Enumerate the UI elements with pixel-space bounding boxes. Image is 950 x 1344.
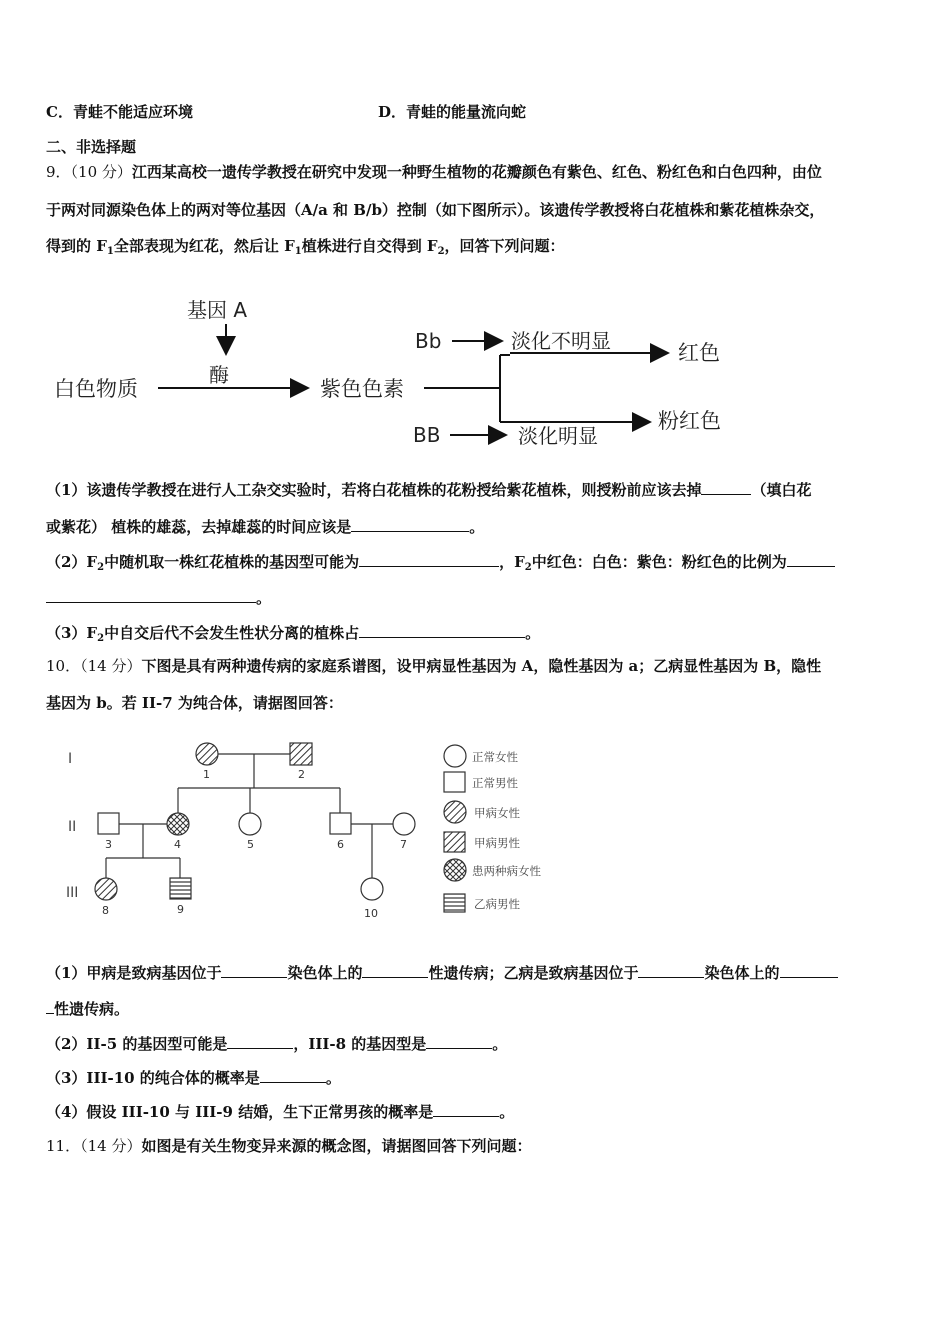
legend-normal-male: 正常男性 — [472, 776, 518, 790]
q9-number: 9． — [46, 163, 71, 181]
q9-stem-line1: 9．（10 分）江西某高校一遗传学教授在研究中发现一种野生植物的花瓣颜色有紫色、红色、粉红色和白色四种，由位 — [46, 163, 822, 181]
pedigree-ii3 — [98, 813, 119, 834]
pedigree-iii8 — [95, 878, 117, 900]
legend-disease-a-female: 甲病女性 — [474, 806, 520, 820]
legend-disease-b-male-icon — [444, 894, 465, 912]
q11-stem: 11．（14 分）如图是有关生物变异来源的概念图，请据图回答下列问题： — [46, 1137, 532, 1155]
option-c: C．青蛙不能适应环境 — [46, 103, 193, 121]
q10-stem-line2: 基因为 b。若 II-7 为纯合体，请据图回答： — [46, 694, 343, 712]
lighten-weak-label: 淡化不明显 — [511, 329, 611, 353]
pedigree-iii9 — [170, 878, 191, 899]
legend-disease-b-male: 乙病男性 — [474, 897, 520, 911]
q9-part2-line1: $(2)F_2$中随机取一株红花植株的基因型可能为 ，$F_2$中红色：白色：紫色：粉红色的比例为 — [46, 551, 835, 572]
legend-normal-male-icon — [444, 772, 465, 792]
option-d: D．青蛙的能量流向蛇 — [378, 103, 527, 121]
bb-het-label: Bb — [415, 329, 442, 353]
q10-part4: （4）假设 III-10 与 III-9 结婚，生下正常男孩的概率是 。 — [46, 1103, 515, 1121]
gene-a-label: 基因 A — [187, 298, 248, 322]
q10-part1-line2: 性遗传病。 — [46, 998, 129, 1019]
q9-part2-line2: 。 — [46, 587, 271, 608]
legend-disease-a-male: 甲病男性 — [474, 836, 520, 850]
white-substance-label: 白色物质 — [54, 377, 138, 401]
gen-ii-label: II — [68, 819, 77, 835]
pedigree-ii5 — [239, 813, 261, 835]
pedigree-i2 — [290, 743, 312, 765]
id-10: 10 — [364, 907, 378, 920]
q9-stem-line2: 于两对同源染色体上的两对等位基因（A/a 和 B/b）控制（如下图所示）。该遗传学教授将白花植株和紫花植株杂交， — [46, 201, 825, 219]
id-5: 5 — [247, 838, 254, 851]
bb-hom-label: BB — [413, 423, 441, 447]
pedigree-diagram — [60, 736, 580, 926]
legend-normal-female: 正常女性 — [472, 750, 518, 764]
lighten-strong-label: 淡化明显 — [518, 424, 598, 448]
q9-score: （10 分） — [70, 163, 132, 181]
id-1: 1 — [203, 768, 210, 781]
id-9: 9 — [177, 903, 184, 916]
legend-both-female-icon — [444, 859, 466, 881]
gen-i-label: I — [68, 751, 73, 767]
id-4: 4 — [174, 838, 181, 851]
red-label: 红色 — [678, 341, 720, 365]
id-2: 2 — [298, 768, 305, 781]
q10-part3: （3）III-10 的纯合体的概率是 。 — [46, 1069, 341, 1087]
flower-color-pathway-diagram — [40, 290, 760, 460]
legend-disease-a-female-icon — [444, 801, 466, 823]
pedigree-ii4 — [167, 813, 189, 835]
legend-both-female: 患两种病女性 — [472, 864, 541, 878]
enzyme-label: 酶 — [209, 363, 229, 387]
id-8: 8 — [102, 904, 109, 917]
section-heading: 二、非选择题 — [46, 138, 137, 156]
id-7: 7 — [400, 838, 407, 851]
pedigree-ii6 — [330, 813, 351, 834]
pedigree-i1 — [196, 743, 218, 765]
q9-stem-line3: 得到的 $F_1$全部表现为红花，然后让 $F_1$植株进行自交得到 $F_2$，回答下列问题： — [46, 237, 565, 257]
gen-iii-label: III — [66, 885, 79, 901]
legend-normal-female-icon — [444, 745, 466, 767]
q10-part2: （2）II-5 的基因型可能是 ，III-8 的基因型是 。 — [46, 1035, 508, 1053]
q9-part3: $(3)F_2$中自交后代不会发生性状分离的植株占 。 — [46, 624, 541, 644]
pedigree-iii10 — [361, 878, 383, 900]
q10-stem-line1: 10．（14 分）下图是具有两种遗传病的家庭系谱图，设甲病显性基因为 A，隐性基因为 a；乙病显性基因为 B，隐性 — [46, 657, 822, 675]
purple-pigment-label: 紫色色素 — [320, 377, 404, 401]
q9-part1-line2: 或紫花） 植株的雄蕊，去掉雄蕊的时间应该是 。 — [46, 518, 485, 536]
id-3: 3 — [105, 838, 112, 851]
q9-part1-line1: （1）该遗传学教授在进行人工杂交实验时，若将白花植株的花粉授给紫花植株，则授粉前应该去掉 （填白花 — [46, 481, 812, 499]
pink-label: 粉红色 — [658, 409, 721, 433]
id-6: 6 — [337, 838, 344, 851]
pedigree-ii7 — [393, 813, 415, 835]
legend-disease-a-male-icon — [444, 832, 465, 852]
q10-part1-line1: （1）甲病是致病基因位于 染色体上的 性遗传病；乙病是致病基因位于 染色体上的 — [46, 962, 838, 983]
